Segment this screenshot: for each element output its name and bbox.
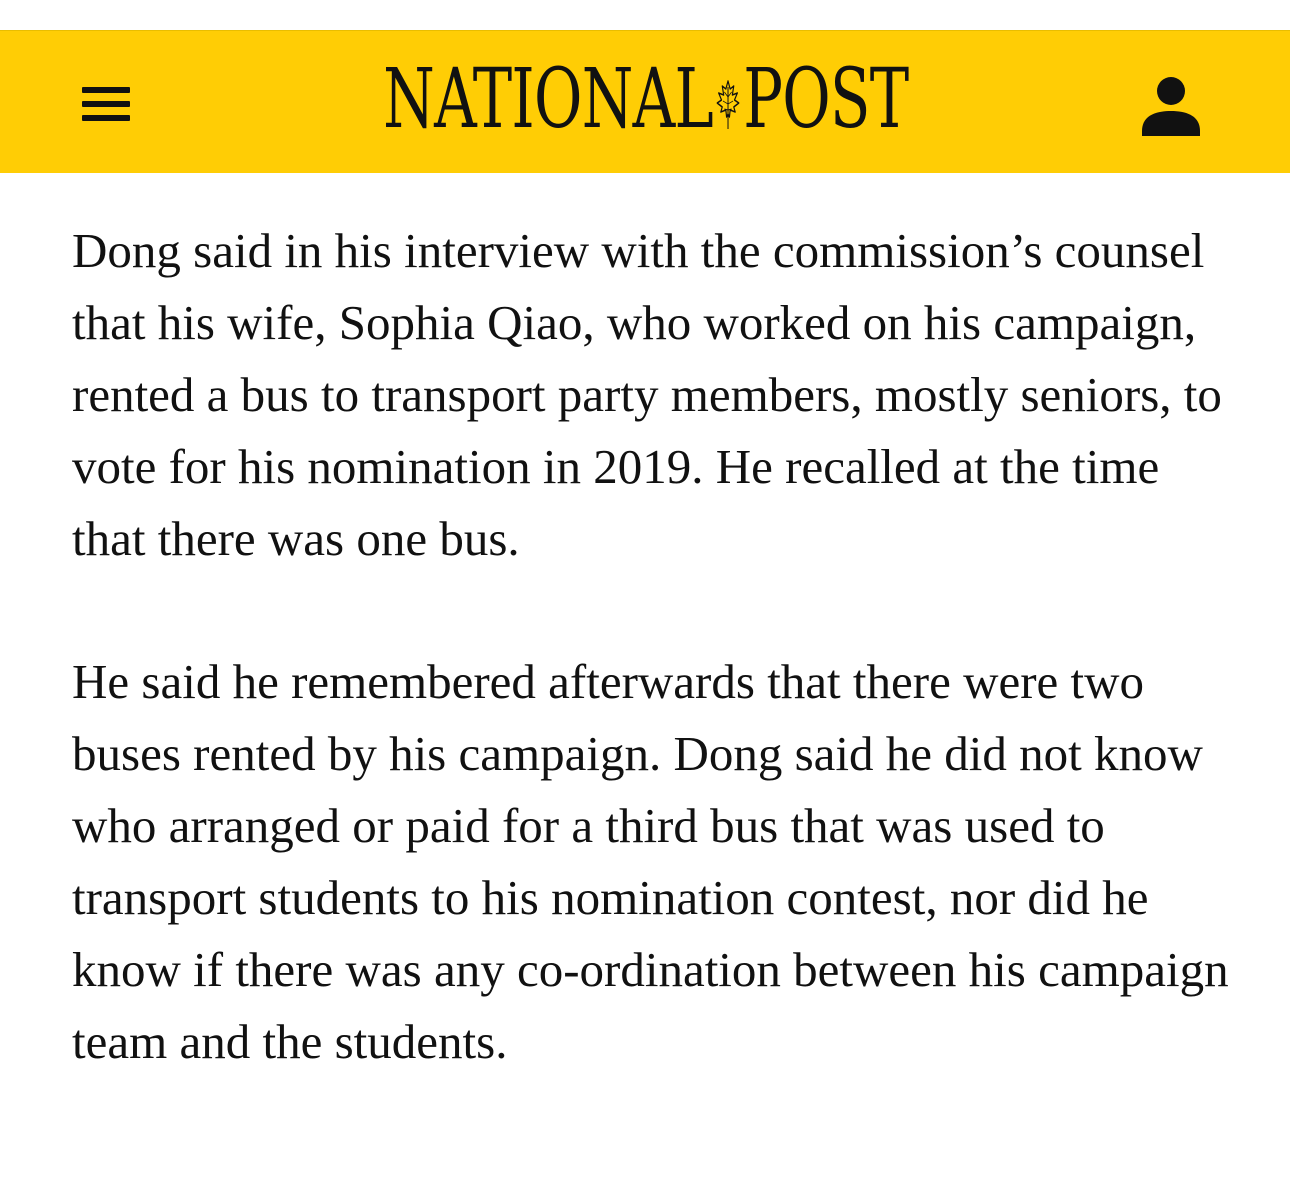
logo-text-right: POST — [743, 51, 909, 147]
hamburger-menu-icon[interactable] — [72, 75, 134, 137]
menu-line-top — [82, 87, 130, 93]
maple-leaf-icon — [714, 67, 741, 143]
logo-wordmark — [382, 51, 909, 147]
menu-line-bottom — [82, 115, 130, 121]
national-post-logo[interactable] — [323, 51, 968, 151]
menu-line-middle — [82, 101, 130, 107]
article-paragraph: He said he remembered afterwards that there were two buses rented by his campaign. Dong said he did not know who arranged or paid for a third bus that was used to transport students to his nomination contest, nor did he know if there was any co-ordination between his campaign team and the students. — [72, 654, 1229, 1069]
article-body — [72, 215, 1232, 1078]
site-header — [0, 30, 1290, 173]
article-paragraph: Dong said in his interview with the commission’s counsel that his wife, Sophia Qiao, who worked on his campaign, rented a bus to transport party members, mostly seniors, to vote for his nomination in 2019. He recalled at the time that there was one bus. — [72, 223, 1222, 566]
user-account-icon[interactable] — [1131, 67, 1211, 147]
logo-text-left: NATIONAL — [382, 51, 713, 147]
